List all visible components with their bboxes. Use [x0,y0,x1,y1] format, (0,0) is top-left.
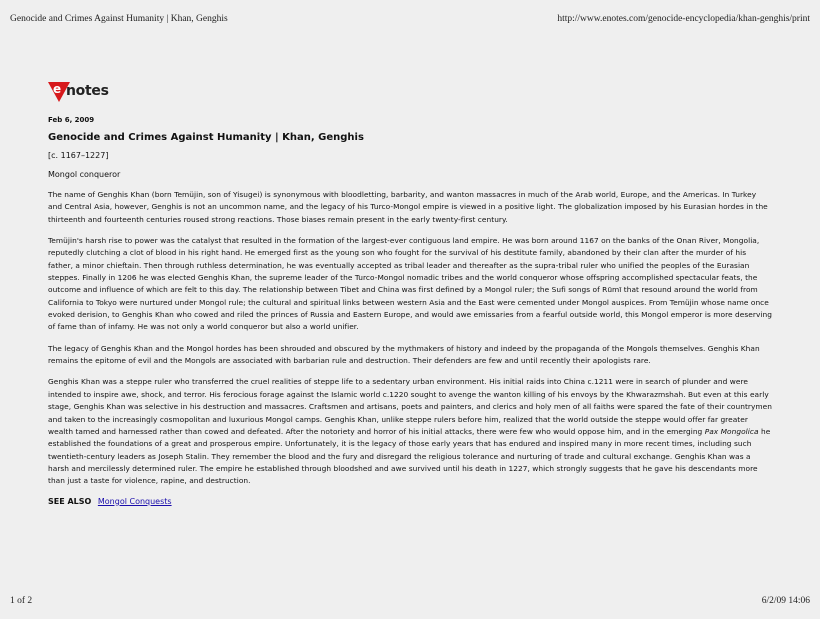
paragraph-text: he established the foundations of a great and prosperous empire. Unfortunately, it is the legacy of those early years that has endured and inspired many in more recent times, including such twentieth-century leaders as Joseph Stalin. They remember the blood and the fury and disregard the religious tolerance and nurturing of trade and cultural exchange. Genghis Khan was a harsh and mercilessly determined ruler. The empire he established through bloodshed and awe survived until his death in 1227, which strongly suggests that he gave his descendants more than just a taste for violence, rapine, and destruction. [48,426,771,486]
enotes-logo-letter: e [53,82,62,96]
paragraph: Temüjin's harsh rise to power was the catalyst that resulted in the formation of the largest-ever contiguous land empire. He was born around 1167 on the banks of the Onan River, Mongolia, reputedly clutching a clot of blood in his right hand. He emerged first as the young son who fought for the survival of his destitute family, abandoned by their clan after the murder of his father, a minor chieftain. Then through ruthless determination, he was eventually accepted as tribal leader and thereafter as the supra-tribal ruler who unified the peoples of the Eurasian steppes. Finally in 1206 he was elected Genghis Khan, the supreme leader of the Turco-Mongol nomadic tribes and the world conqueror whose offspring accomplished spectacular feats, the outcome and influence of which are felt to this day. The relationship between Tibet and China was first defined by a Mongol ruler; the Sufi songs of Rūmī that resound around the world from California to Tokyo were nurtured under Mongol rule; the cultural and spiritual links between western Asia and the East were cemented under Mongol auspices. From Temüjin whose name once evoked derision, to Genghis Khan who cowed and riled the princes of Russia and Eastern Europe, and would awe emissaries from a fearful outside world, this Mongol emperor is more deserving of fame than of infamy. He was not only a world conqueror but also a world unifier. [48,236,772,332]
print-header [0,0,820,30]
paragraph-text: Genghis Khan was a steppe ruler who transferred the cruel realities of steppe life to a sedentary urban environment. His initial raids into China c.1211 were in search of plunder and were intended to inspire awe, shock, and terror. His ferocious forage against the Islamic world c.1220 sought to avenge the wanton killing of his envoys by the Khwarazmshah. But even at this early stage, Genghis Khan was selective in his destruction and massacres. Craftsmen and artisans, poets and painters, and clerics and holy men of all faiths were spared the fate of their countrymen and taken to the increasingly cosmopolitan and luxurious Mongol camps. Genghis Khan, unlike steppe rulers before him, realized that the world outside the steppe would offer far greater wealth tamed and harnessed rather than cowed and defeated. After the notoriety and horror of his initial attacks, there were few who would oppose him, and in the emerging [48,377,773,436]
print-footer [0,590,820,610]
print-header-title: Genocide and Crimes Against Humanity | Khan, Genghis [10,14,228,24]
article-role: Mongol conqueror [48,170,121,179]
paragraph-italic: Pax Mongolica [704,426,759,436]
print-timestamp: 6/2/09 14:06 [761,596,810,606]
article-date: Feb 6, 2009 [48,116,95,124]
enotes-logo-text: notes [66,83,109,99]
enotes-logo[interactable] [48,80,118,106]
paragraph: The legacy of Genghis Khan and the Mongol hordes has been shrouded and obscured by the mythmakers of history and indeed by the propaganda of the Mongols themselves. Genghis Khan remains the epitome of evil and the Mongols are associated with barbarian rule and destruction. Their defenders are few and until recently their apologists rare. [48,343,760,366]
article-content [48,80,772,506]
see-also [48,497,772,506]
see-also-label: SEE ALSO [48,496,92,506]
paragraph [48,376,772,487]
print-header-url: http://www.enotes.com/genocide-encyclopedia/khan-genghis/print [557,14,810,24]
paragraph: The name of Genghis Khan (born Temüjin, son of Yisugei) is synonymous with bloodletting, barbarity, and wanton massacres in much of the Arab world, Europe, and the Americas. In Turkey and Central Asia, however, Genghis is not an uncommon name, and the legacy of his Turco-Mongol empire is viewed in a positive light. The globalization imposed by his Eurasian hordes in the thirteenth and fourteenth centuries roused strong reactions. Those biases remain present in the early twenty-first century. [48,190,768,224]
article-title: Genocide and Crimes Against Humanity | Khan, Genghis [48,132,364,143]
see-also-link[interactable]: Mongol Conquests [97,496,172,506]
article-years: [c. 1167–1227] [48,151,109,160]
page-count: 1 of 2 [10,596,33,606]
